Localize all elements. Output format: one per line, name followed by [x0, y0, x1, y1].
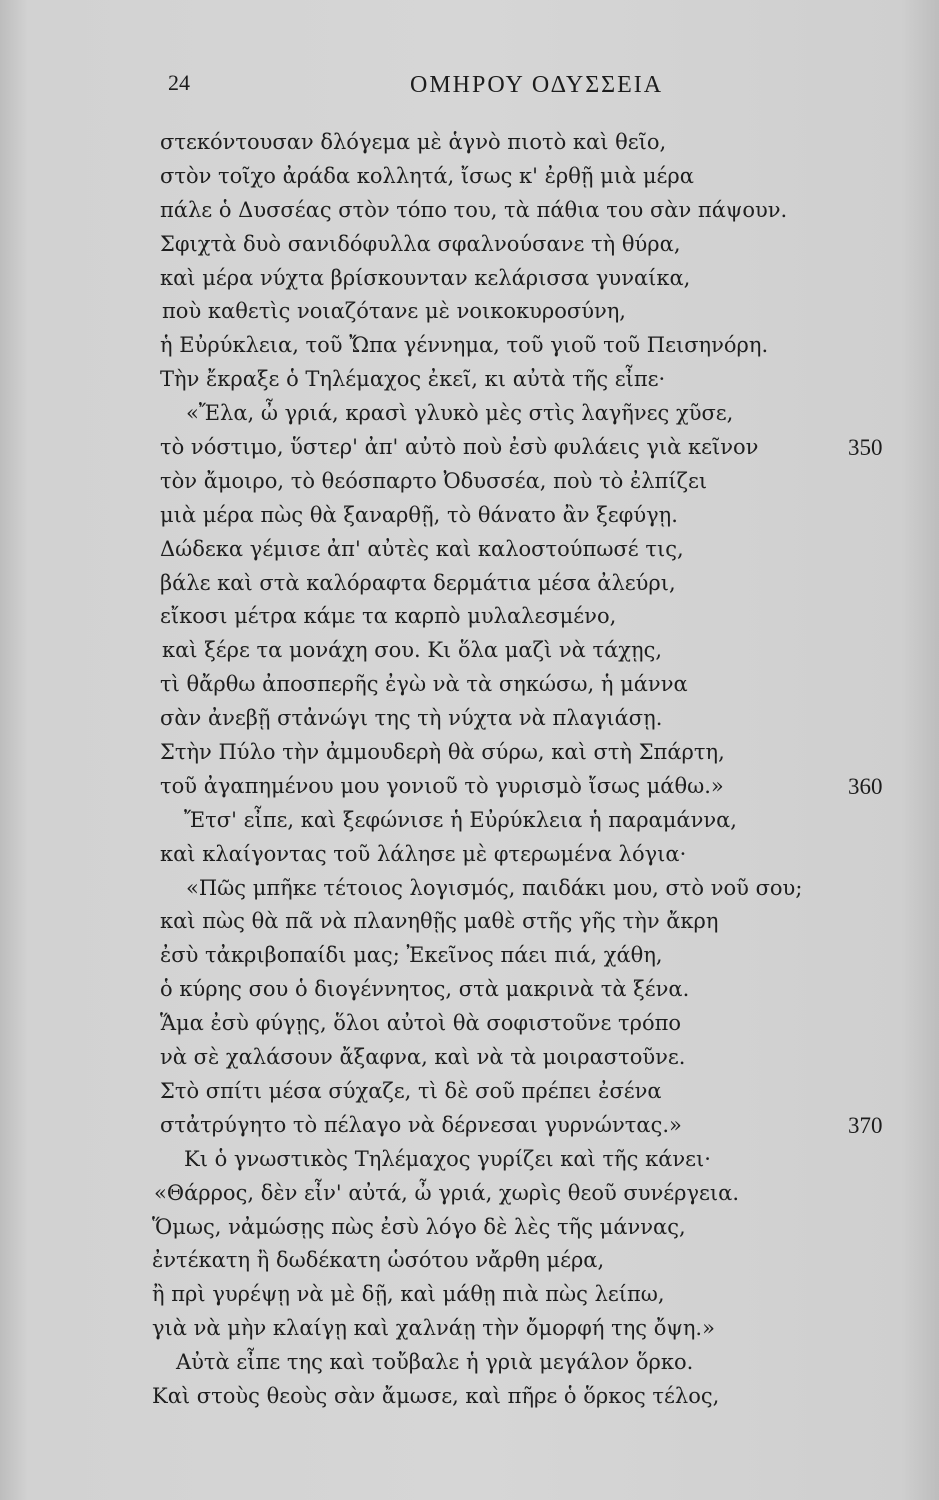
verse-line [0, 262, 939, 296]
verse-text: Αὐτὰ εἶπε της καὶ τοὔβαλε ἡ γριὰ μεγάλον ὅρκο. [176, 1350, 694, 1375]
verse-text: πάλε ὁ Δυσσέας στὸν τόπο του, τὰ πάθια του σὰν πάψουν. [160, 197, 788, 222]
verse-line [0, 939, 939, 973]
verse-text: Ὅμως, νἀμώσῃς πὼς ἐσὺ λόγο δὲ λὲς τῆς μάννας, [152, 1214, 686, 1239]
verse-text: ποὺ καθετὶς νοιαζότανε μὲ νοικοκυροσύνη, [162, 299, 626, 324]
verse-line [0, 702, 939, 736]
verse-text: τὸ νόστιμο, ὕστερ' ἀπ' αὐτὸ ποὺ ἐσὺ φυλάεις γιὰ κεῖνον [160, 435, 759, 460]
verse-text: ἢ πρὶ γυρέψῃ νὰ μὲ δῇ, καὶ μάθῃ πιὰ πὼς λείπω, [152, 1282, 665, 1307]
verse-text: «Ἔλα, ὦ γριά, κρασὶ γλυκὸ μὲς στὶς λαγῆνες χῦσε, [186, 401, 734, 426]
verse-line [0, 397, 939, 431]
verse-line [0, 567, 939, 601]
verse-line [0, 973, 939, 1007]
verse-line [0, 1244, 939, 1278]
verse-line [0, 1041, 939, 1075]
verse-line [0, 872, 939, 906]
verse-line [0, 668, 939, 702]
verse-text: τοῦ ἀγαπημένου μου γονιοῦ τὸ γυρισμὸ ἴσως μάθω.» [160, 773, 724, 798]
verse-text: βάλε καὶ στὰ καλόραφτα δερμάτια μέσα ἀλεύρι, [160, 570, 676, 595]
verse-line [0, 533, 939, 567]
verse-text: Τὴν ἔκραξε ὁ Τηλέμαχος ἐκεῖ, κι αὐτὰ τῆς εἶπε· [160, 367, 666, 392]
verse-line [0, 431, 939, 465]
verse-text: ὁ κύρης σου ὁ διογέννητος, στὰ μακρινὰ τὰ ξένα. [160, 977, 690, 1002]
verse-text: Ἅμα ἐσὺ φύγῃς, ὅλοι αὐτοὶ θὰ σοφιστοῦνε τρόπο [160, 1011, 682, 1036]
verse-text: Σφιχτὰ δυὸ σανιδόφυλλα σφαλνούσανε τὴ θύρα, [160, 231, 681, 256]
verse-line [0, 228, 939, 262]
verse-text: καὶ πὼς θὰ πᾶ νὰ πλανηθῇς μαθὲ στῆς γῆς τὴν ἄκρη [160, 909, 719, 934]
verse-text: Κι ὁ γνωστικὸς Τηλέμαχος γυρίζει καὶ τῆς κάνει· [184, 1146, 711, 1171]
verse-line [0, 736, 939, 770]
verse-line [0, 1007, 939, 1041]
verse-text: Στὸ σπίτι μέσα σύχαζε, τὶ δὲ σοῦ πρέπει ἐσένα [160, 1078, 662, 1103]
verse-text: ἐσὺ τἀκριβοπαίδι μας; Ἐκεῖνος πάει πιά, χάθη, [160, 943, 663, 968]
verse-block [0, 126, 939, 1414]
verse-line [0, 770, 939, 804]
line-number: 370 [848, 1112, 883, 1138]
verse-line [0, 634, 939, 668]
verse-text: «Πῶς μπῆκε τέτοιος λογισμός, παιδάκι μου, στὸ νοῦ σου; [186, 875, 803, 900]
verse-text: γιὰ νὰ μὴν κλαίγῃ καὶ χαλνάῃ τὴν ὄμορφή της ὄψη.» [152, 1316, 715, 1341]
verse-line [0, 1075, 939, 1109]
verse-text: «Θάρρος, δὲν εἶν' αὐτά, ὦ γριά, χωρὶς θεοῦ συνέργεια. [154, 1180, 740, 1205]
verse-text: εἴκοσι μέτρα κάμε τα καρπὸ μυλαλεσμένο, [160, 604, 617, 629]
verse-line [0, 1278, 939, 1312]
verse-text: σὰν ἀνεβῇ στἀνώγι της τὴ νύχτα νὰ πλαγιάσῃ. [160, 706, 663, 731]
verse-text: τὸν ἄμοιρο, τὸ θεόσπαρτο Ὀδυσσέα, ποὺ τὸ ἐλπίζει [160, 468, 708, 493]
verse-text: στἀτρύγητο τὸ πέλαγο νὰ δέρνεσαι γυρνώντας.» [160, 1112, 682, 1137]
verse-line [0, 1312, 939, 1346]
verse-line [0, 1177, 939, 1211]
running-title: ΟΜΗΡΟΥ ΟΔΥΣΣΕΙΑ [410, 72, 664, 98]
verse-text: Δώδεκα γέμισε ἀπ' αὐτὲς καὶ καλοστούπωσέ τις, [160, 536, 684, 561]
verse-text: ἡ Εὐρύκλεια, τοῦ Ὤπα γέννημα, τοῦ γιοῦ τοῦ Πεισηνόρη. [160, 333, 769, 358]
verse-line [0, 499, 939, 533]
verse-line [0, 804, 939, 838]
verse-line [0, 329, 939, 363]
verse-text: μιὰ μέρα πὼς θὰ ξαναρθῇ, τὸ θάνατο ἂν ξεφύγῃ. [160, 502, 678, 527]
verse-text: Ἔτσ' εἶπε, καὶ ξεφώνισε ἡ Εὐρύκλεια ἡ παραμάννα, [184, 807, 737, 832]
verse-line [0, 126, 939, 160]
verse-line [0, 194, 939, 228]
line-number: 350 [848, 435, 883, 461]
verse-line [0, 1346, 939, 1380]
verse-line [0, 295, 939, 329]
verse-text: καὶ κλαίγοντας τοῦ λάλησε μὲ φτερωμένα λόγια· [160, 841, 687, 866]
verse-line [0, 600, 939, 634]
verse-line [0, 160, 939, 194]
verse-text: ἐντέκατη ἢ δωδέκατη ὡσότου νἄρθη μέρα, [152, 1248, 605, 1273]
verse-line [0, 838, 939, 872]
verse-line [0, 1380, 939, 1414]
verse-text: καὶ ξέρε τα μονάχη σου. Κι ὅλα μαζὶ νὰ τάχῃς, [162, 638, 663, 663]
verse-text: στὸν τοῖχο ἀράδα κολλητά, ἴσως κ' ἐρθῇ μιὰ μέρα [160, 163, 694, 188]
verse-line [0, 1143, 939, 1177]
line-number: 360 [848, 773, 883, 799]
verse-line [0, 1211, 939, 1245]
verse-line [0, 465, 939, 499]
verse-text: τὶ θἄρθω ἀποσπερῆς ἐγὼ νὰ τὰ σηκώσω, ἡ μάννα [160, 672, 688, 697]
verse-line [0, 1109, 939, 1143]
page-number: 24 [168, 70, 190, 95]
verse-text: Στὴν Πύλο τὴν ἀμμουδερὴ θὰ σύρω, καὶ στὴ Σπάρτη, [160, 740, 725, 765]
verse-text: καὶ μέρα νύχτα βρίσκουνταν κελάρισσα γυναίκα, [160, 265, 691, 290]
verse-text: στεκόντουσαν δλόγεμα μὲ ἁγνὸ πιοτὸ καὶ θεῖο, [160, 130, 667, 154]
verse-line [0, 363, 939, 397]
verse-line [0, 905, 939, 939]
verse-text: Καὶ στοὺς θεοὺς σὰν ἄμωσε, καὶ πῆρε ὁ ὅρκος τέλος, [152, 1383, 720, 1408]
verse-text: νὰ σὲ χαλάσουν ἄξαφνα, καὶ νὰ τὰ μοιραστοῦνε. [160, 1045, 686, 1070]
